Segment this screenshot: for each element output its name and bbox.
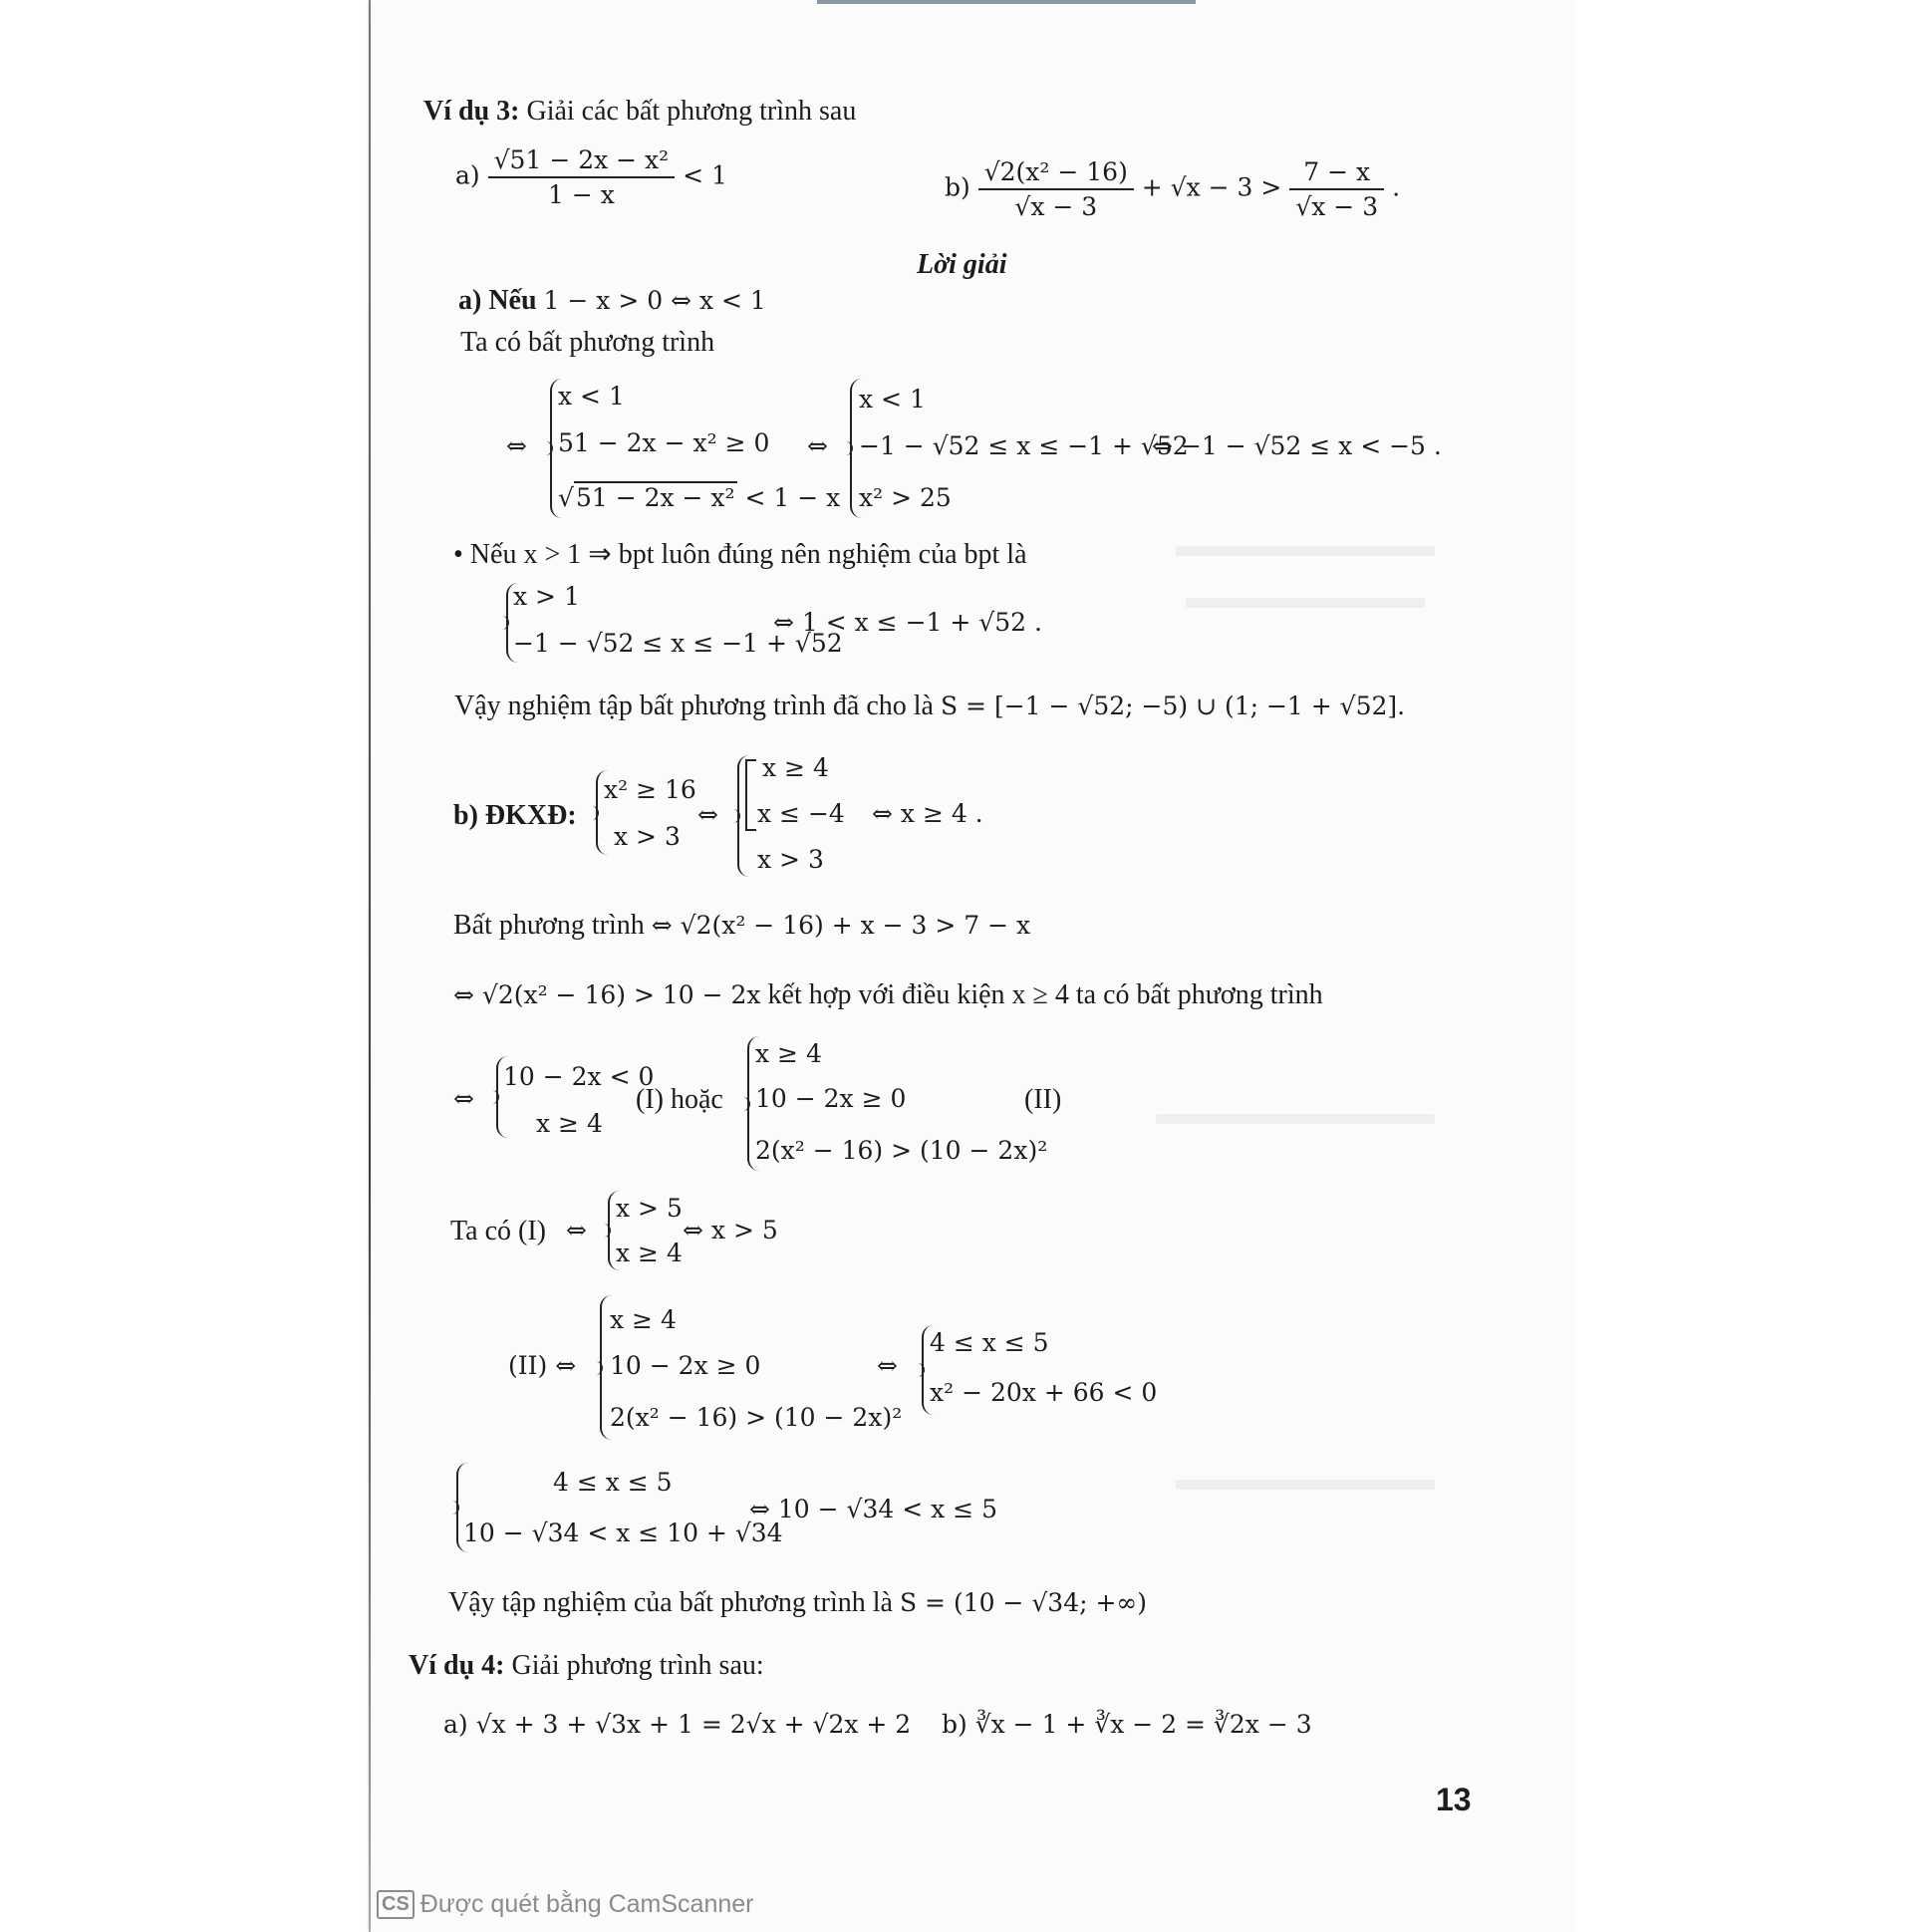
dk-or2: x ≤ −4 — [757, 799, 845, 828]
scanner-watermark: CS Được quét bằng CamScanner — [377, 1890, 754, 1919]
equiv-sign: ⇔ — [506, 431, 527, 460]
II-label: (II) ⇔ — [508, 1351, 577, 1380]
or-bracket — [745, 759, 756, 831]
bleed-through — [1186, 598, 1425, 608]
fraction: $\frac{\text{√51 − 2x − x²}}{1 - x}$ — [488, 147, 676, 207]
bleed-through — [1156, 1114, 1435, 1124]
sys3-result: ⇔ 1 < x ≤ −1 + √52 . — [773, 608, 1042, 637]
bleed-through — [1176, 1480, 1435, 1490]
fraction: $\frac{\text{√2(x² − 16)}}{√x - 3}$ — [978, 159, 1134, 219]
sysII-line1: x ≥ 4 — [755, 1039, 822, 1068]
dk-result: ⇔ x ≥ 4 . — [872, 799, 983, 828]
part-a-case1: a) Nếu 1 − x > 0 ⇔ x < 1 — [458, 285, 766, 316]
equiv-sign: ⇔ — [807, 431, 828, 460]
dk-line3: x > 3 — [757, 845, 824, 874]
sys3-line2: −1 − √52 ≤ x ≤ −1 + √52 — [513, 629, 843, 658]
solution-title: Lời giải — [917, 249, 1007, 280]
example4-title: Ví dụ 4: Giải phương trình sau: — [409, 1650, 764, 1681]
tacoI-result: ⇔ x > 5 — [683, 1216, 778, 1244]
sys2-result: ⇔ −1 − √52 ≤ x < −5 . — [1152, 431, 1442, 460]
fin-line2: 10 − √34 < x ≤ 10 + √34 — [463, 1518, 783, 1547]
equiv-sign: ⇔ — [697, 800, 718, 829]
II-line1: x ≥ 4 — [610, 1305, 677, 1334]
page-number: 13 — [1436, 1782, 1472, 1817]
sysII-line2: 10 − 2x ≥ 0 — [755, 1084, 907, 1113]
example3-title: Ví dụ 3: Giải các bất phương trình sau — [423, 96, 857, 127]
fraction: $\frac{7 - x}{√x - 3}$ — [1289, 159, 1384, 219]
sys2-line1: x < 1 — [859, 385, 926, 414]
part-b-conclusion: Vậy tập nghiệm của bất phương trình là S = (10 − √34; +∞) — [448, 1587, 1147, 1618]
sysII-line3: 2(x² − 16) > (10 − 2x)² — [755, 1136, 1048, 1165]
label-I: (I) hoặc — [636, 1084, 723, 1115]
dk-or1: x ≥ 4 — [762, 753, 829, 782]
sysI-line2: x ≥ 4 — [536, 1109, 603, 1138]
tacoI-line2: x ≥ 4 — [616, 1239, 683, 1267]
II-result2: x² − 20x + 66 < 0 — [930, 1378, 1158, 1407]
example4-part-b: b) ∛x − 1 + ∛x − 2 = ∛2x − 3 — [942, 1710, 1312, 1739]
example4-part-a: a) √x + 3 + √3x + 1 = 2√x + √2x + 2 — [443, 1710, 912, 1739]
equiv-sign: ⇔ — [453, 1084, 474, 1113]
part-b-dkxd-label: b) ĐKXĐ: — [453, 800, 577, 831]
label-II: (II) — [1024, 1084, 1062, 1115]
fin-result: ⇔ 10 − √34 < x ≤ 5 — [749, 1495, 997, 1523]
part-a-conclusion: Vậy nghiệm tập bất phương trình đã cho là S = [−1 − √52; −5) ∪ (1; −1 + √52]. — [454, 690, 1406, 721]
II-result1: 4 ≤ x ≤ 5 — [930, 1328, 1049, 1357]
part-b-step1: Bất phương trình ⇔ √2(x² − 16) + x − 3 > 7 − x — [453, 910, 1031, 941]
example3-part-b: b) $\frac{\text{√2(x² − 16)}}{√x - 3}$ + √x − 3 > $\frac{7 - x}{√x - 3}$ . — [945, 157, 1401, 221]
sys1-line3: √51 − 2x − x² < 1 − x — [558, 483, 841, 512]
sys1-line2: 51 − 2x − x² ≥ 0 — [558, 428, 770, 457]
II-line2: 10 − 2x ≥ 0 — [610, 1351, 761, 1380]
dkxd-line2: x > 3 — [614, 822, 681, 851]
tacoI-line1: x > 5 — [616, 1194, 683, 1223]
equiv-sign: ⇔ — [877, 1351, 898, 1380]
sys1-line1: x < 1 — [558, 382, 625, 411]
top-edge-strip — [817, 0, 1196, 4]
part-a-intro: Ta có bất phương trình — [460, 327, 715, 358]
example3-part-a: a) $\frac{\text{√51 − 2x − x²}}{1 - x}$ < 1 — [455, 145, 727, 209]
part-a-case2: • Nếu x > 1 ⇒ bpt luôn đúng nên nghiệm của bpt là — [453, 539, 1027, 570]
tacoI-text: Ta có (I) — [450, 1216, 546, 1246]
part-b-step2: ⇔ √2(x² − 16) > 10 − 2x kết hợp với điều kiện x ≥ 4 ta có bất phương trình — [453, 979, 1323, 1010]
fin-line1: 4 ≤ x ≤ 5 — [553, 1468, 673, 1497]
equiv-sign: ⇔ — [566, 1216, 587, 1244]
sys3-line1: x > 1 — [513, 582, 580, 611]
sys2-line3: x² > 25 — [859, 483, 952, 512]
bleed-through — [1176, 546, 1435, 556]
camscanner-logo: CS — [377, 1890, 414, 1919]
dkxd-line1: x² ≥ 16 — [604, 775, 696, 804]
sys2-line2: −1 − √52 ≤ x ≤ −1 + √52 — [859, 431, 1189, 460]
II-line3: 2(x² − 16) > (10 − 2x)² — [610, 1403, 903, 1432]
sysI-line1: 10 − 2x < 0 — [503, 1062, 655, 1091]
